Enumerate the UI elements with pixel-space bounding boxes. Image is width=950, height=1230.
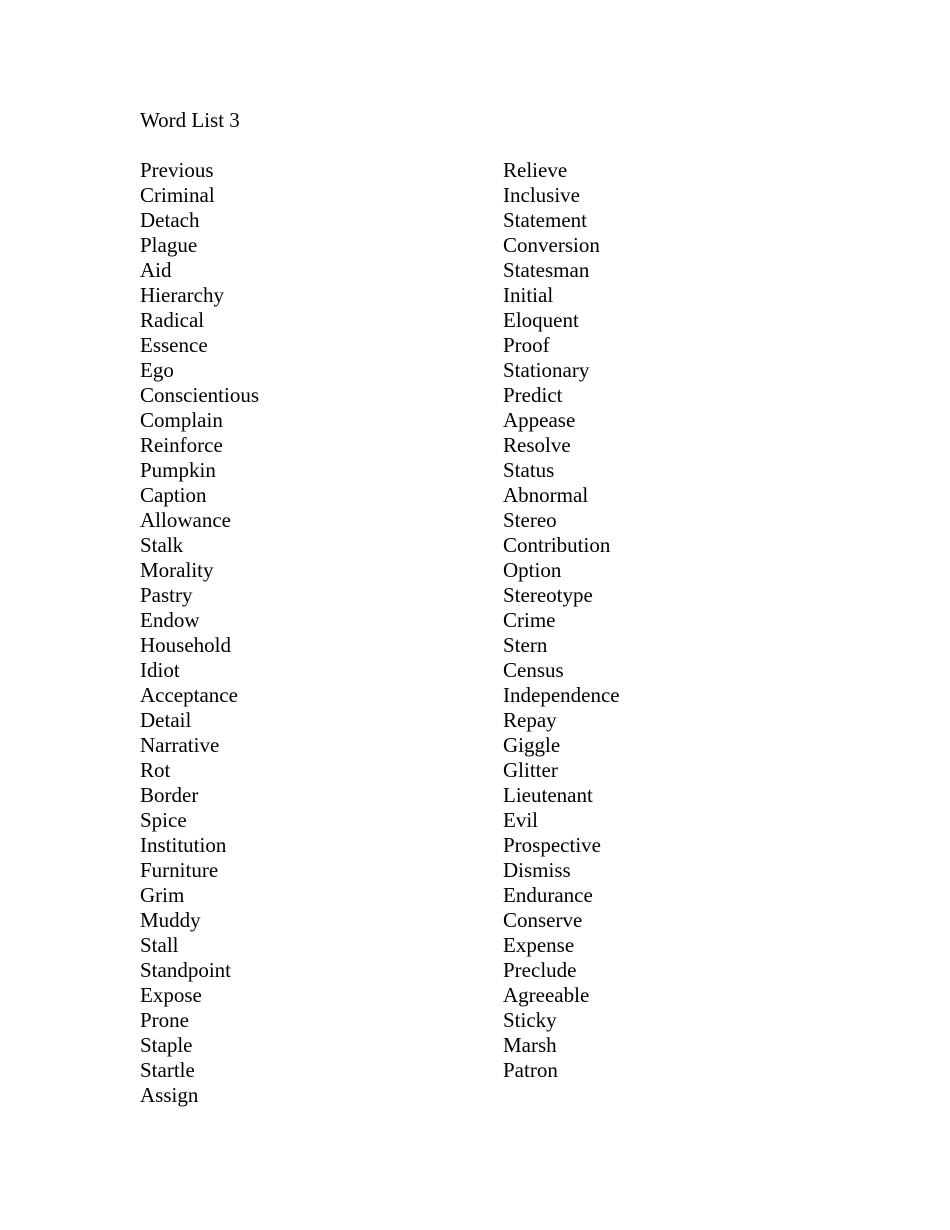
word-item: Furniture xyxy=(140,858,219,882)
word-item: Statement xyxy=(503,208,587,232)
word-item: Ego xyxy=(140,358,174,382)
word-item: Acceptance xyxy=(140,683,238,707)
word-item: Pumpkin xyxy=(140,458,216,482)
word-item: Stationary xyxy=(503,358,590,382)
word-item: Plague xyxy=(140,233,198,257)
word-item: Statesman xyxy=(503,258,590,282)
word-item: Criminal xyxy=(140,183,215,207)
word-item: Aid xyxy=(140,258,172,282)
word-item: Narrative xyxy=(140,733,220,757)
word-item: Status xyxy=(503,458,555,482)
word-item: Rot xyxy=(140,758,171,782)
word-item: Conscientious xyxy=(140,383,259,407)
word-item: Endurance xyxy=(503,883,593,907)
word-item: Grim xyxy=(140,883,185,907)
word-item: Assign xyxy=(140,1083,199,1107)
word-column-right xyxy=(503,158,620,1083)
word-item: Option xyxy=(503,558,562,582)
page-title: Word List 3 xyxy=(140,108,240,132)
word-item: Border xyxy=(140,783,199,807)
word-item: Relieve xyxy=(503,158,568,182)
word-item: Stalk xyxy=(140,533,184,557)
word-item: Expose xyxy=(140,983,202,1007)
word-item: Glitter xyxy=(503,758,558,782)
word-item: Endow xyxy=(140,608,200,632)
word-item: Household xyxy=(140,633,231,657)
word-item: Pastry xyxy=(140,583,193,607)
word-item: Evil xyxy=(503,808,538,832)
word-item: Startle xyxy=(140,1058,195,1082)
word-item: Appease xyxy=(503,408,576,432)
word-item: Marsh xyxy=(503,1033,557,1057)
word-item: Institution xyxy=(140,833,227,857)
word-item: Resolve xyxy=(503,433,571,457)
word-item: Lieutenant xyxy=(503,783,593,807)
word-item: Dismiss xyxy=(503,858,571,882)
word-item: Patron xyxy=(503,1058,558,1082)
word-item: Radical xyxy=(140,308,205,332)
word-item: Crime xyxy=(503,608,556,632)
word-item: Allowance xyxy=(140,508,231,532)
word-item: Initial xyxy=(503,283,554,307)
word-item: Census xyxy=(503,658,564,682)
word-item: Conserve xyxy=(503,908,583,932)
word-item: Proof xyxy=(503,333,550,357)
word-item: Stern xyxy=(503,633,548,657)
word-item: Conversion xyxy=(503,233,600,257)
word-item: Muddy xyxy=(140,908,201,932)
word-item: Standpoint xyxy=(140,958,232,982)
word-item: Repay xyxy=(503,708,557,732)
word-column-left xyxy=(140,158,259,1108)
word-item: Predict xyxy=(503,383,563,407)
word-item: Idiot xyxy=(140,658,180,682)
word-item: Prospective xyxy=(503,833,601,857)
word-item: Detail xyxy=(140,708,192,732)
word-item: Essence xyxy=(140,333,208,357)
word-item: Abnormal xyxy=(503,483,589,507)
word-item: Agreeable xyxy=(503,983,590,1007)
word-item: Staple xyxy=(140,1033,193,1057)
word-item: Contribution xyxy=(503,533,611,557)
word-item: Giggle xyxy=(503,733,561,757)
word-item: Stereotype xyxy=(503,583,593,607)
word-item: Spice xyxy=(140,808,187,832)
word-item: Complain xyxy=(140,408,223,432)
word-item: Eloquent xyxy=(503,308,579,332)
word-item: Hierarchy xyxy=(140,283,224,307)
word-item: Detach xyxy=(140,208,200,232)
word-item: Reinforce xyxy=(140,433,223,457)
word-item: Preclude xyxy=(503,958,577,982)
word-item: Expense xyxy=(503,933,575,957)
word-item: Caption xyxy=(140,483,207,507)
word-item: Morality xyxy=(140,558,214,582)
word-item: Stall xyxy=(140,933,179,957)
word-item: Previous xyxy=(140,158,214,182)
word-item: Stereo xyxy=(503,508,557,532)
word-item: Prone xyxy=(140,1008,189,1032)
word-item: Inclusive xyxy=(503,183,580,207)
word-item: Independence xyxy=(503,683,620,707)
word-item: Sticky xyxy=(503,1008,557,1032)
